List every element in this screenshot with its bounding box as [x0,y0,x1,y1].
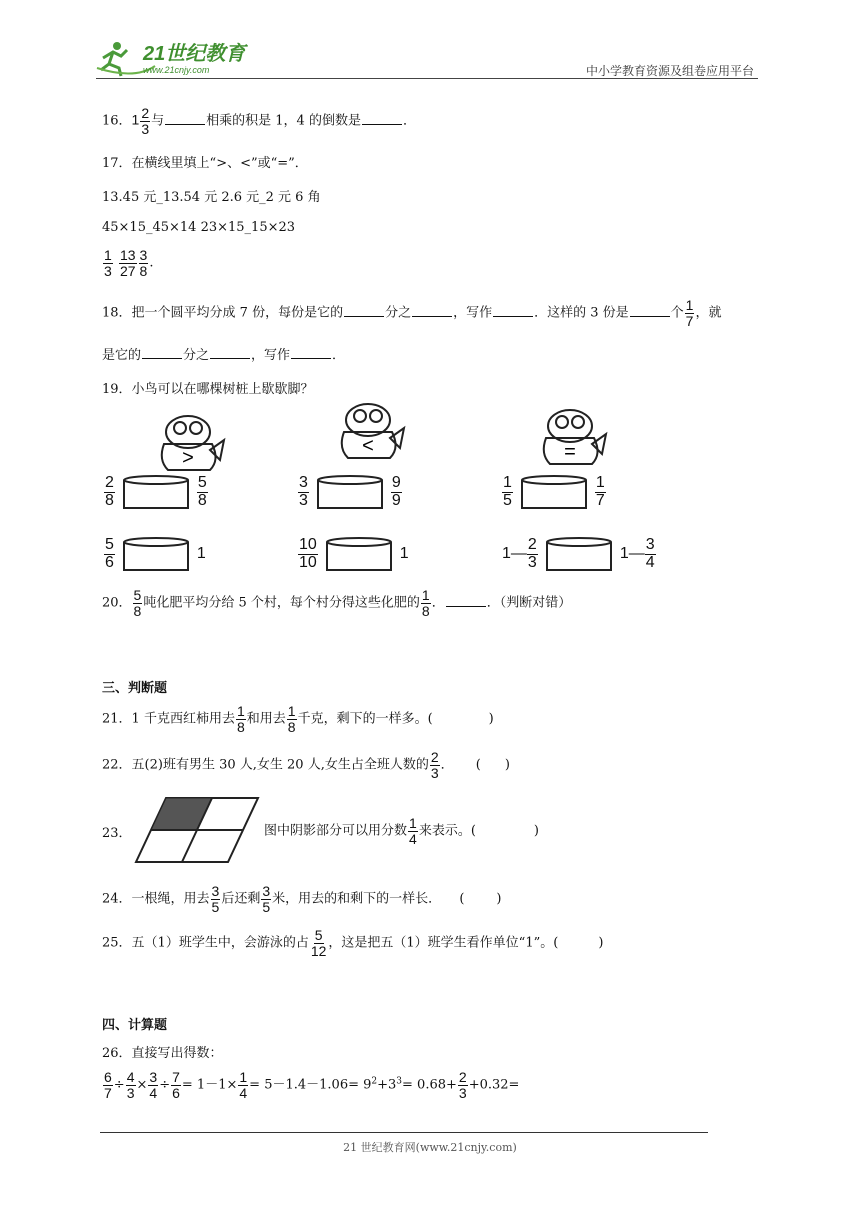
runner-logo-icon [95,38,265,78]
question-23: 图中阴影部分可以用分数 $\frac{1}{4}$ 来表示。( ) [264,815,539,847]
question-17-line1: 13.45 元_13.54 元 2.6 元_2 元 6 角 [102,190,321,205]
svg-text:>: > [182,447,194,469]
question-22: 22．五(2)班有男生 30 人,女生 20 人,女生占全班人数的 $\frac{2}{3}$ ． ( ) [102,749,510,781]
tree-stump-icon [315,474,385,510]
answer-blank[interactable] [493,315,533,317]
parallelogram-figure [134,796,260,864]
question-21: 21．1 千克西红柿用去 $\frac{1}{8}$ 和用去 $\frac{1}{8}$ 千克，剩下的一样多。( ) [102,703,494,735]
svg-text:www.21cnjy.com: www.21cnjy.com [143,65,210,75]
question-24: 24．一根绳，用去 $\frac{3}{5}$ 后还剩 $\frac{3}{5}$ 米，用去的和剩下的一样长． ( ) [102,883,502,915]
answer-blank[interactable] [210,357,250,359]
bird-icon [148,410,228,476]
answer-blank[interactable] [165,123,205,125]
answer-blank[interactable] [362,123,402,125]
stump-group: 1— $\frac{2}{3}$ 1— $\frac{3}{4}$ [502,535,655,571]
tree-stump-icon [121,536,191,572]
stump-group: $\frac{10}{10}$ 1 [299,535,409,571]
stump-group: $\frac{2}{8}$ $\frac{5}{8}$ [105,473,207,509]
svg-text:=: = [564,441,576,463]
answer-blank[interactable] [344,315,384,317]
question-26-title: 26．直接写出得数： [102,1046,223,1061]
tree-stump-icon [324,536,394,572]
answer-blank[interactable] [291,357,331,359]
answer-blank[interactable] [630,315,670,317]
tree-stump-icon [121,474,191,510]
footer-text: 21 世纪教育网(www.21cnjy.com) [343,1141,517,1154]
bird-icon [328,398,408,464]
section-title-calculation: 四、计算题 [102,1018,168,1033]
answer-blank[interactable] [412,315,452,317]
tree-stump-icon [519,474,589,510]
section-title-judgment: 三、判断题 [102,681,168,696]
site-logo [95,38,265,78]
question-16: 16．1 $\frac{2}{3}$ 与 相乘的积是 1，4 的倒数是 ． [102,105,416,137]
answer-blank[interactable] [446,605,486,607]
question-17-title: 17．在横线里填上“>、<”或“=”． [102,156,308,171]
question-17-line2: 45×15_45×14 23×15_15×23 [102,220,296,235]
tree-stump-icon [544,536,614,572]
svg-text:<: < [362,435,374,457]
svg-text:21世纪教育: 21世纪教育 [143,43,246,65]
question-18-line1: 18．把一个圆平均分成 7 份，每份是它的 分之 ，写作 ．这样的 3 份是 个 $\frac{1}{7}$ ，就 [102,297,722,329]
stump-group: $\frac{5}{6}$ 1 [105,535,206,571]
question-20: 20． $\frac{5}{8}$ 吨化肥平均分给 5 个村，每个村分得这些化肥的 $\frac{1}{8}$ ． ．（判断对错） [102,587,572,619]
stump-group: $\frac{1}{5}$ $\frac{1}{7}$ [503,473,605,509]
footer-divider [100,1132,708,1133]
question-17-line3: $\frac{1}{3}$ $\frac{13}{27}$ $\frac{3}{8}$ . [104,247,154,279]
header-platform-text: 中小学教育资源及组卷应用平台 [585,64,754,78]
question-19-title: 19．小鸟可以在哪棵树桩上歇歇脚？ [102,382,314,397]
question-26-expressions: $\frac{6}{7}$ ÷ $\frac{4}{3}$ × $\frac{3}{4}$ ÷ $\frac{7}{6}$ = 1－1× $\frac{1}{4}$ = $5-1.4-1.06= 9^2+3^3= 0.68+$ $\frac{2}{3}$ +0.32= [104,1069,520,1101]
question-25: 25．五（1）班学生中，会游泳的占 $\frac{5}{12}$ ，这是把五（1）班学生看作单位“1”。( ) [102,927,604,959]
bird-icon [530,404,610,470]
question-23-num: 23． [102,826,132,841]
answer-blank[interactable] [142,357,182,359]
header-divider [96,78,758,79]
question-18-line2: 是它的 分之 ，写作 ． [102,348,346,363]
stump-group: $\frac{3}{3}$ $\frac{9}{9}$ [299,473,401,509]
